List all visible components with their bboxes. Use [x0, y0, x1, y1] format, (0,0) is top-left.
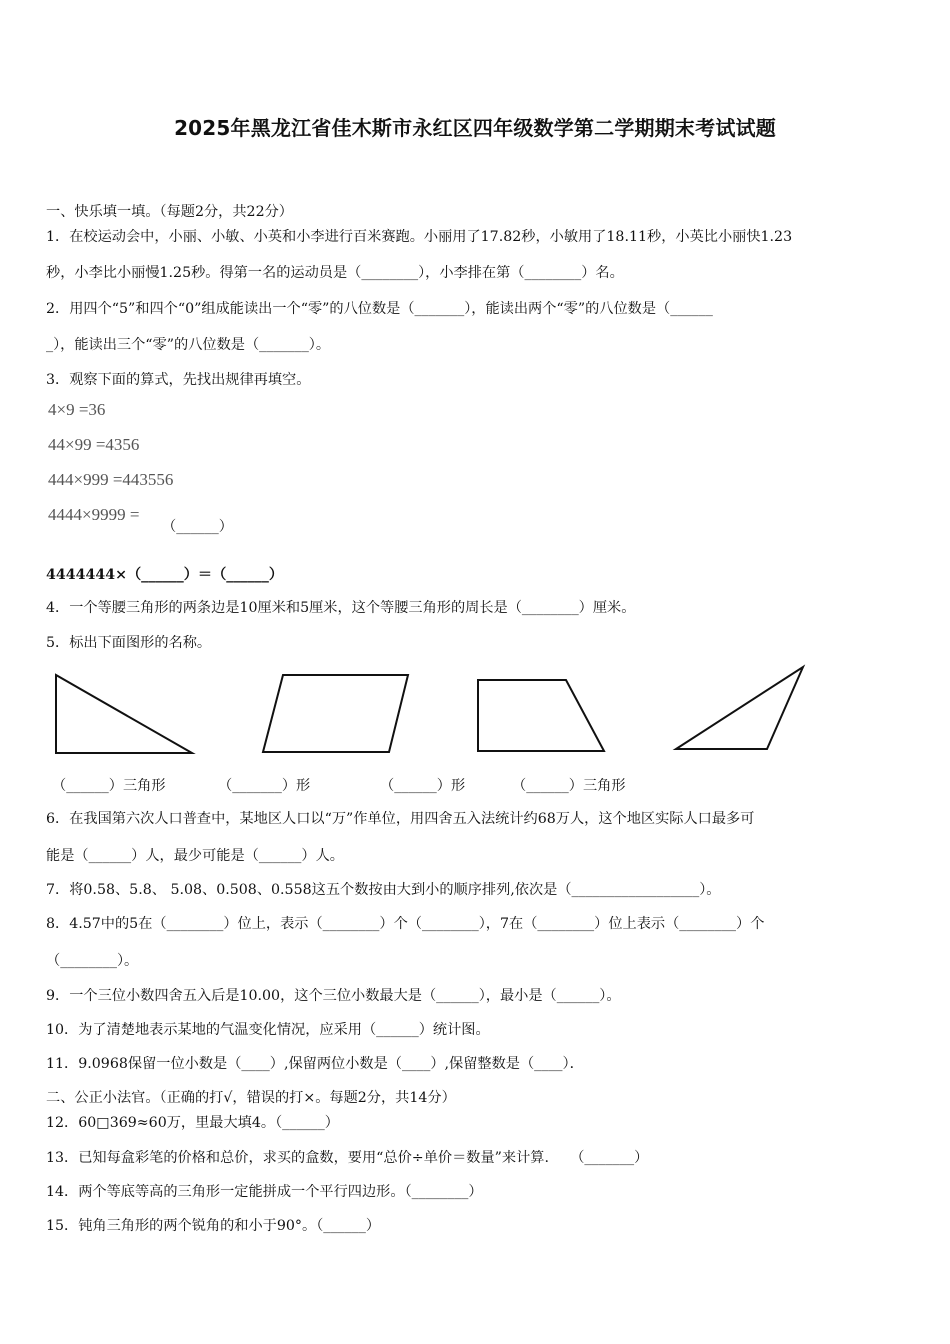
question-13: 13．已知每盒彩笔的价格和总价，求买的盒数，要用“总价÷单价＝数量”来计算. （_______）: [46, 1150, 649, 1166]
question-8-line-2: （________）。: [46, 953, 139, 969]
question-9: 9．一个三位小数四舍五入后是10.00，这个三位小数最大是（______），最小是（______）。: [46, 988, 621, 1004]
question-2-line-1: 2．用四个“5”和四个“0”组成能读出一个“零”的八位数是（_______），能读出两个“零”的八位数是（______: [46, 301, 713, 317]
question-8-line-1: 8．4.57中的5在（________）位上，表示（________）个（________），7在（________）位上表示（________）个: [46, 916, 765, 932]
question-5-line-1: 5．标出下面图形的名称。: [46, 635, 212, 651]
equation-3: 444×999 =443556: [48, 470, 174, 489]
shape-label-3: （______）形: [380, 778, 466, 794]
question-3-line-2: 4444444×（______）＝（______）: [46, 567, 284, 583]
question-14: 14．两个等底等高的三角形一定能拼成一个平行四边形。（________）: [46, 1184, 483, 1200]
question-11: 11．9.0968保留一位小数是（____）,保留两位小数是（____）,保留整数是（____）．: [46, 1056, 584, 1072]
question-3-line-1: 3．观察下面的算式，先找出规律再填空。: [46, 372, 311, 388]
right-triangle-shape: [56, 675, 192, 753]
equation-4-blank: （______）: [162, 519, 233, 535]
parallelogram-shape: [263, 675, 408, 752]
question-2-line-2: _），能读出三个“零”的八位数是（_______）。: [46, 337, 331, 353]
shape-label-2: （_______）形: [218, 778, 311, 794]
question-10: 10．为了清楚地表示某地的气温变化情况，应采用（______）统计图。: [46, 1022, 490, 1038]
question-15: 15．钝角三角形的两个锐角的和小于90°。（______）: [46, 1218, 381, 1234]
question-1-line-1: 1．在校运动会中，小丽、小敏、小英和小李进行百米赛跑。小丽用了17.82秒，小敏用了18.11秒，小英比小丽快1.23: [46, 229, 793, 245]
question-7: 7．将0.58、5.8、 5.08、0.508、0.558这五个数按由大到小的顺序排列,依次是（__________________）。: [46, 882, 721, 898]
shape-label-4: （______）三角形: [512, 778, 626, 794]
shape-label-1: （______）三角形: [52, 778, 166, 794]
section-1-heading: 一、快乐填一填。（每题2分，共22分）: [46, 204, 293, 220]
equation-2: 44×99 =4356: [48, 435, 140, 454]
equation-1: 4×9 =36: [48, 400, 106, 419]
question-12: 12．60□369≈60万，里最大填4。（______）: [46, 1115, 339, 1131]
question-6-line-2: 能是（______）人，最少可能是（______）人。: [46, 848, 344, 864]
question-4: 4．一个等腰三角形的两条边是10厘米和5厘米，这个等腰三角形的周长是（________）厘米。: [46, 600, 636, 616]
obtuse-triangle-shape: [676, 667, 803, 749]
page-title: 2025年黑龙江省佳木斯市永红区四年级数学第二学期期末考试试题: [174, 116, 776, 140]
question-1-line-2: 秒，小李比小丽慢1.25秒。得第一名的运动员是（________），小李排在第（________）名。: [46, 265, 624, 281]
question-6-line-1: 6．在我国第六次人口普查中，某地区人口以“万”作单位，用四舍五入法统计约68万人，这个地区实际人口最多可: [46, 811, 755, 827]
equation-4: 4444×9999 =: [48, 505, 140, 524]
trapezoid-shape: [478, 680, 604, 751]
section-2-heading: 二、公正小法官。（正确的打√，错误的打×。每题2分，共14分）: [46, 1090, 456, 1106]
